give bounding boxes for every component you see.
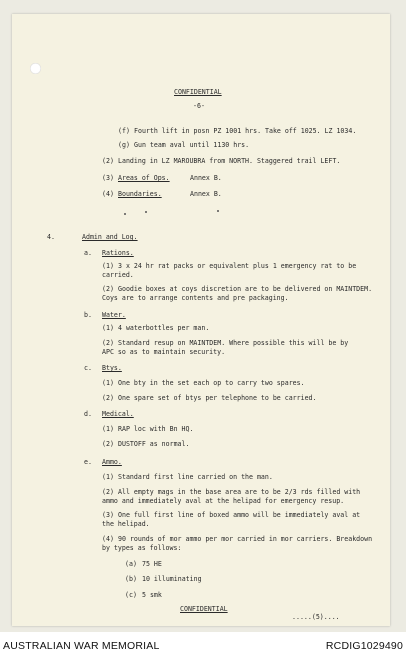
medical-1-number: (1) bbox=[102, 425, 114, 433]
item-4-label: Boundaries. bbox=[118, 190, 162, 198]
item-4-reference: Annex B. bbox=[190, 190, 222, 198]
archive-footer bbox=[0, 632, 406, 654]
item-3-label: Areas of Ops. bbox=[118, 174, 170, 182]
item-4-number: (4) bbox=[102, 190, 114, 198]
subsection-d-letter: d. bbox=[84, 410, 92, 418]
ammo-4c-number: (c) bbox=[125, 591, 137, 599]
subsection-c-letter: c. bbox=[84, 364, 92, 372]
institution-name: AUSTRALIAN WAR MEMORIAL bbox=[3, 640, 160, 652]
item-2-number: (2) bbox=[102, 157, 114, 165]
ink-speck bbox=[145, 211, 147, 213]
classification-bottom: CONFIDENTIAL bbox=[180, 605, 228, 613]
water-2-number: (2) bbox=[102, 339, 114, 347]
item-3-reference: Annex B. bbox=[190, 174, 222, 182]
item-g-text: Gun team aval until 1130 hrs. bbox=[134, 141, 250, 149]
ammo-4a-number: (a) bbox=[125, 560, 137, 568]
ammo-1-number: (1) bbox=[102, 473, 114, 481]
classification-top: CONFIDENTIAL bbox=[174, 88, 222, 96]
medical-2-text: DUSTOFF as normal. bbox=[118, 440, 190, 448]
ammo-4a-text: 75 HE bbox=[142, 560, 162, 568]
rations-2-number: (2) bbox=[102, 285, 114, 293]
medical-2-number: (2) bbox=[102, 440, 114, 448]
rations-1-line2: carried. bbox=[102, 271, 134, 279]
page-number: -6- bbox=[193, 102, 205, 110]
ammo-3-line2: the helipad. bbox=[102, 520, 150, 528]
item-g-number: (g) bbox=[118, 141, 130, 149]
water-1-text: 4 waterbottles per man. bbox=[118, 324, 210, 332]
subsection-b-letter: b. bbox=[84, 311, 92, 319]
ammo-3-number: (3) bbox=[102, 511, 114, 519]
ink-speck bbox=[124, 213, 126, 215]
ammo-4c-text: 5 smk bbox=[142, 591, 162, 599]
btys-2-text: One spare set of btys per telephone to be carried. bbox=[118, 394, 317, 402]
section-4-number: 4. bbox=[47, 233, 55, 241]
ammo-4-line1: 90 rounds of mor ammo per mor carried in mor carriers. Breakdown bbox=[118, 535, 373, 543]
ammo-4b-text: 10 illuminating bbox=[142, 575, 202, 583]
water-2-line1: Standard resup on MAINTDEM. Where possible this will be by bbox=[118, 339, 349, 347]
water-2-line2: APC so as to maintain security. bbox=[102, 348, 226, 356]
ammo-3-line1: One full first line of boxed ammo will be immediately aval at bbox=[118, 511, 361, 519]
ammo-1-text: Standard first line carried on the man. bbox=[118, 473, 273, 481]
subsection-b-title: Water. bbox=[102, 311, 126, 319]
ammo-2-number: (2) bbox=[102, 488, 114, 496]
subsection-a-letter: a. bbox=[84, 249, 92, 257]
water-1-number: (1) bbox=[102, 324, 114, 332]
rations-2-line1: Goodie boxes at coys discretion are to be delivered on MAINTDEM. bbox=[118, 285, 373, 293]
rations-1-line1: 3 x 24 hr rat packs or equivalent plus 1 emergency rat to be bbox=[118, 262, 357, 270]
item-f-text: Fourth lift in posn PZ 1001 hrs. Take off 1025. LZ 1034. bbox=[134, 127, 357, 135]
item-3-number: (3) bbox=[102, 174, 114, 182]
subsection-e-letter: e. bbox=[84, 458, 92, 466]
subsection-c-title: Btys. bbox=[102, 364, 122, 372]
btys-1-number: (1) bbox=[102, 379, 114, 387]
ammo-4b-number: (b) bbox=[125, 575, 137, 583]
btys-2-number: (2) bbox=[102, 394, 114, 402]
ammo-2-line2: ammo and immediately aval at the helipad for emergency resup. bbox=[102, 497, 345, 505]
rations-1-number: (1) bbox=[102, 262, 114, 270]
subsection-e-title: Ammo. bbox=[102, 458, 122, 466]
ammo-4-line2: by types as follows: bbox=[102, 544, 182, 552]
continuation-marker: .....(5).... bbox=[292, 613, 340, 621]
subsection-d-title: Medical. bbox=[102, 410, 134, 418]
ammo-4-number: (4) bbox=[102, 535, 114, 543]
ink-speck bbox=[217, 210, 219, 212]
punch-hole bbox=[30, 63, 41, 74]
item-2-text: Landing in LZ MAROUBRA from NORTH. Staggered trail LEFT. bbox=[118, 157, 341, 165]
section-4-title: Admin and Log. bbox=[82, 233, 138, 241]
subsection-a-title: Rations. bbox=[102, 249, 134, 257]
btys-1-text: One bty in the set each op to carry two spares. bbox=[118, 379, 305, 387]
item-f-number: (f) bbox=[118, 127, 130, 135]
medical-1-text: RAP loc with Bn HQ. bbox=[118, 425, 194, 433]
ammo-2-line1: All empty mags in the base area are to be 2/3 rds filled with bbox=[118, 488, 361, 496]
record-id: RCDIG1029490 bbox=[325, 640, 403, 652]
rations-2-line2: Coys are to arrange contents and pre packaging. bbox=[102, 294, 289, 302]
